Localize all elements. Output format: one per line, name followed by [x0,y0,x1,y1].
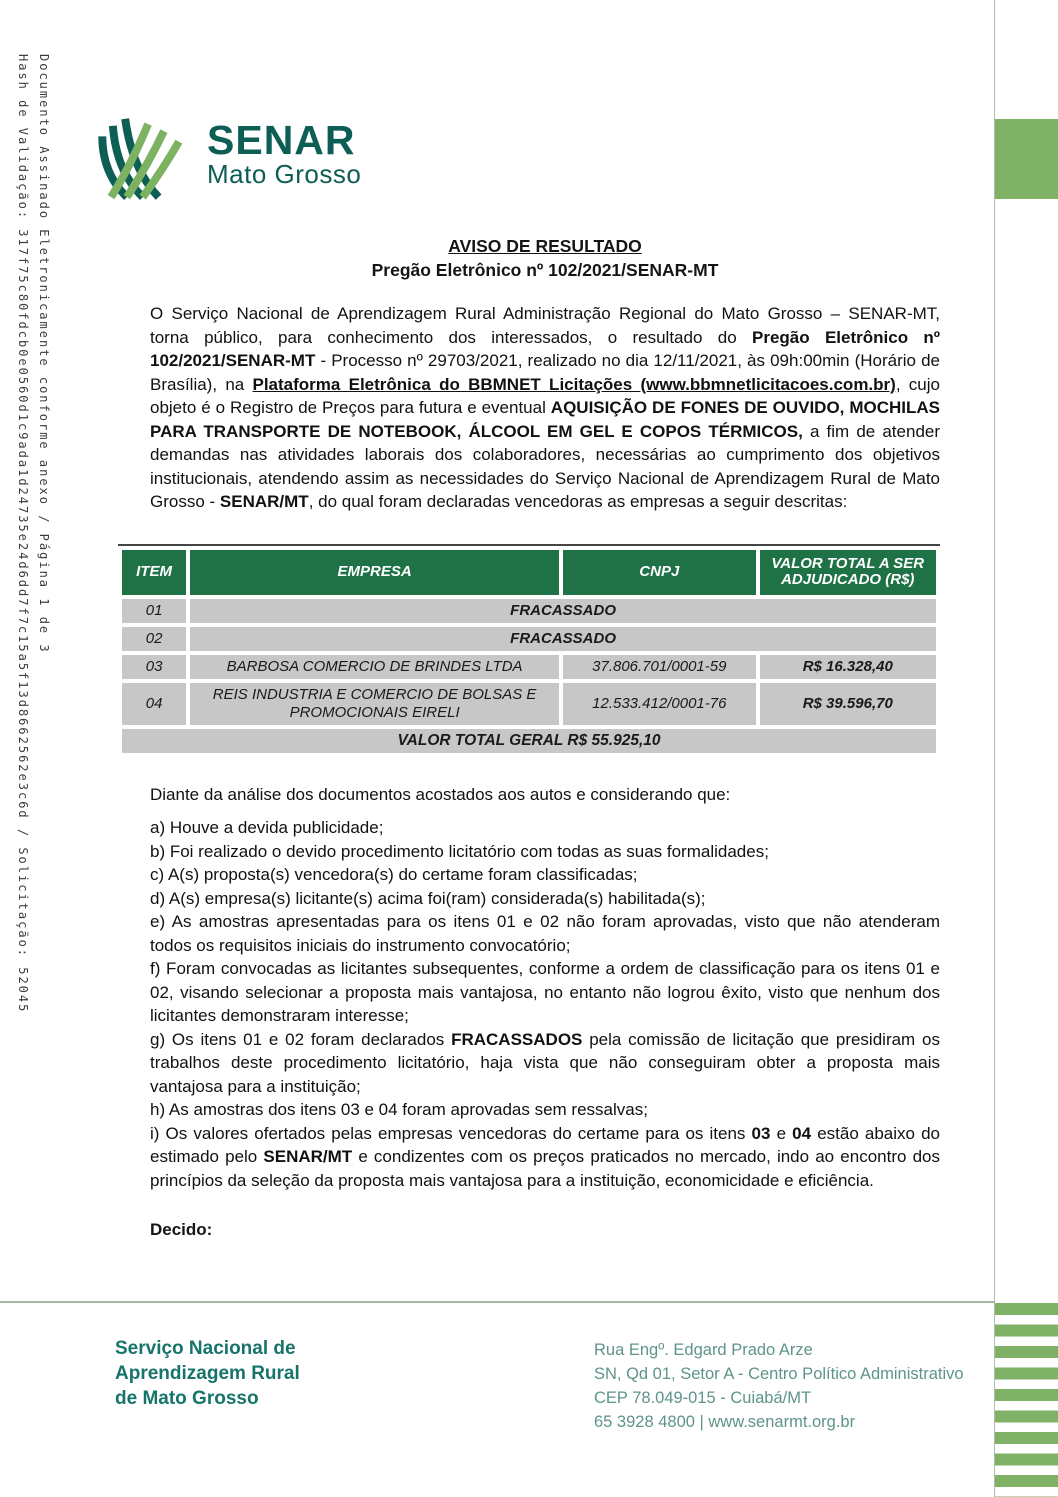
signature-line: Documento Assinado Eletronicamente conforme anexo / Página 1 de 3 [37,54,51,654]
bottom-right-stripes [995,1303,1058,1497]
consideration-item-e [150,910,940,957]
cell-valor: R$ 39.596,70 [760,683,936,725]
footer-address-line: 65 3928 4800 | www.senarmt.org.br [594,1413,856,1431]
text-segment: d) A(s) empresa(s) licitante(s) acima foi(ram) considerada(s) habilitada(s); [150,888,706,908]
cell-cnpj: 12.533.412/0001-76 [563,683,755,725]
document-body [118,234,940,1240]
text-segment: 03 [751,1123,771,1143]
consideration-item-a [150,816,940,840]
text-segment: - Processo nº 29703/2021, realizado no dia 12/11/2021, às 09h:00min (Horário de Brasília), na [150,351,940,394]
table-row [122,627,936,651]
consideration-item-f [150,957,940,1028]
text-segment: 04 [792,1123,812,1143]
consideration-item-d [150,887,940,911]
signature-margin-text [12,54,54,1454]
footer-org-line: de Mato Grosso [115,1388,259,1409]
text-segment: h) As amostras dos itens 03 e 04 foram aprovadas sem ressalvas; [150,1100,648,1119]
footer-org-line: Aprendizagem Rural [115,1363,300,1384]
validation-hash-line: Hash de Validação: 317f75c80fdcb0e0560d1c9ada1d24735e24d6dd7f7c15a5f13d8662562e3c6d / Solicitação: 52045 [16,54,30,1014]
text-segment: AQUISIÇÃO DE FONES DE OUVIDO, MOCHILAS PARA TRANSPORTE DE NOTEBOOK, ÁLCOOL EM GEL E COPOS TÉRMICOS, [150,398,940,441]
text-segment: e [770,1123,793,1143]
logo-name: SENAR [207,117,356,163]
header-item: ITEM [122,550,186,595]
cell-empresa: REIS INDUSTRIA E COMERCIO DE BOLSAS E PROMOCIONAIS EIRELI [190,683,559,725]
footer-separator-rule [0,1301,995,1303]
text-segment: b) Foi realizado o devido procedimento licitatório com todas as suas formalidades; [150,841,769,861]
cell-status: FRACASSADO [190,627,936,651]
footer-address-line: SN, Qd 01, Setor A - Centro Político Administrativo [594,1365,964,1383]
header-valor: VALOR TOTAL A SER ADJUDICADO (R$) [760,550,936,595]
senar-logo-icon [97,108,185,200]
text-segment: i) Os valores ofertados pelas empresas vencedoras do certame para os itens [150,1123,752,1143]
table-row [122,655,936,679]
consideration-item-c [150,863,940,887]
intro-paragraph [150,302,940,514]
text-segment: SENAR/MT [219,492,309,511]
right-vertical-rule [994,0,995,1497]
title-line-2: Pregão Eletrônico nº 102/2021/SENAR-MT [371,260,719,280]
logo-subtitle: Mato Grosso [207,159,362,189]
document-title [118,234,940,282]
cell-total: VALOR TOTAL GERAL R$ 55.925,10 [122,729,936,753]
text-segment: estão abaixo do estimado pelo [150,1123,940,1166]
table-header-row [122,550,936,595]
text-segment: pela comissão de licitação que presidiram os trabalhos deste procedimento licitatório, haja vista que não conseguiram obter a proposta mais vantajosa para a instituição; [150,1029,940,1096]
cell-item: 01 [122,599,186,623]
cell-cnpj: 37.806.701/0001-59 [563,655,755,679]
text-segment: Pregão Eletrônico nº 102/2021/SENAR-MT [150,327,941,370]
consideration-item-h [150,1098,940,1122]
header-cnpj: CNPJ [563,550,755,595]
text-segment: a fim de atender demandas nas atividades laborais dos colaboradores, necessárias ao cumprimento dos objetivos institucionais, atendendo assim as necessidades do Serviço Nacional de Aprendizagem Rural de Mato Grosso - [150,421,941,511]
text-segment: e condizentes com os preços praticados no mercado, indo ao encontro dos princípios da seleção da proposta mais vantajosa para a instituição, economicidade e eficiência. [150,1147,940,1190]
text-segment: , do qual foram declaradas vencedoras as empresas a seguir descritas: [308,492,848,511]
text-segment: f) Foram convocadas as licitantes subsequentes, conforme a ordem de classificação para os itens 01 e 02, visando selecionar a proposta mais vantajosa, no entanto não logrou êxito, visto que nenhum dos licitantes demonstraram interesse; [150,959,940,1025]
consideration-item-i [150,1122,940,1193]
results-table [118,544,940,757]
footer-address-line: Rua Engº. Edgard Prado Arze [594,1341,813,1359]
text-segment: O Serviço Nacional de Aprendizagem Rural Administração Regional do Mato Grosso – SENAR-MT, torna público, para conhecimento dos interessados, o resultado do [150,304,940,347]
cell-item: 02 [122,627,186,651]
footer-organization [115,1336,300,1411]
footer-address [594,1338,964,1434]
top-right-green-block [995,119,1058,199]
text-segment: Plataforma Eletrônica do BBMNET Licitações (www.bbmnetlicitacoes.com.br) [252,374,896,394]
cell-item: 03 [122,655,186,679]
text-segment: SENAR/MT [263,1147,353,1166]
text-segment: FRACASSADOS [451,1029,583,1049]
cell-status: FRACASSADO [190,599,936,623]
text-segment: g) Os itens 01 e 02 foram declarados [150,1029,452,1049]
table-row [122,683,936,725]
text-segment: e) As amostras apresentadas para os itens 01 e 02 não foram aprovadas, visto que não atenderam todos os requisitos iniciais do instrumento convocatório; [150,912,940,955]
text-segment: a) Houve a devida publicidade; [150,818,384,837]
title-line-1: AVISO DE RESULTADO [448,236,642,256]
footer-address-line: CEP 78.049-015 - Cuiabá/MT [594,1389,812,1407]
consideration-item-g [150,1028,940,1099]
cell-valor: R$ 16.328,40 [760,655,936,679]
senar-logo [97,108,361,200]
text-segment: , cujo objeto é o Registro de Preços para futura e eventual [150,374,940,417]
consideration-item-b [150,840,940,864]
senar-logo-text [207,117,362,189]
header-empresa: EMPRESA [190,550,559,595]
cell-item: 04 [122,683,186,725]
considerations-lead: Diante da análise dos documentos acostados aos autos e considerando que: [150,784,731,804]
text-segment: c) A(s) proposta(s) vencedora(s) do certame foram classificadas; [150,865,638,884]
cell-empresa: BARBOSA COMERCIO DE BRINDES LTDA [190,655,559,679]
considerations-list [150,816,940,1192]
table-row [122,599,936,623]
decision-label: Decido: [150,1220,213,1239]
footer-org-line: Serviço Nacional de [115,1338,296,1359]
table-total-row [122,729,936,753]
